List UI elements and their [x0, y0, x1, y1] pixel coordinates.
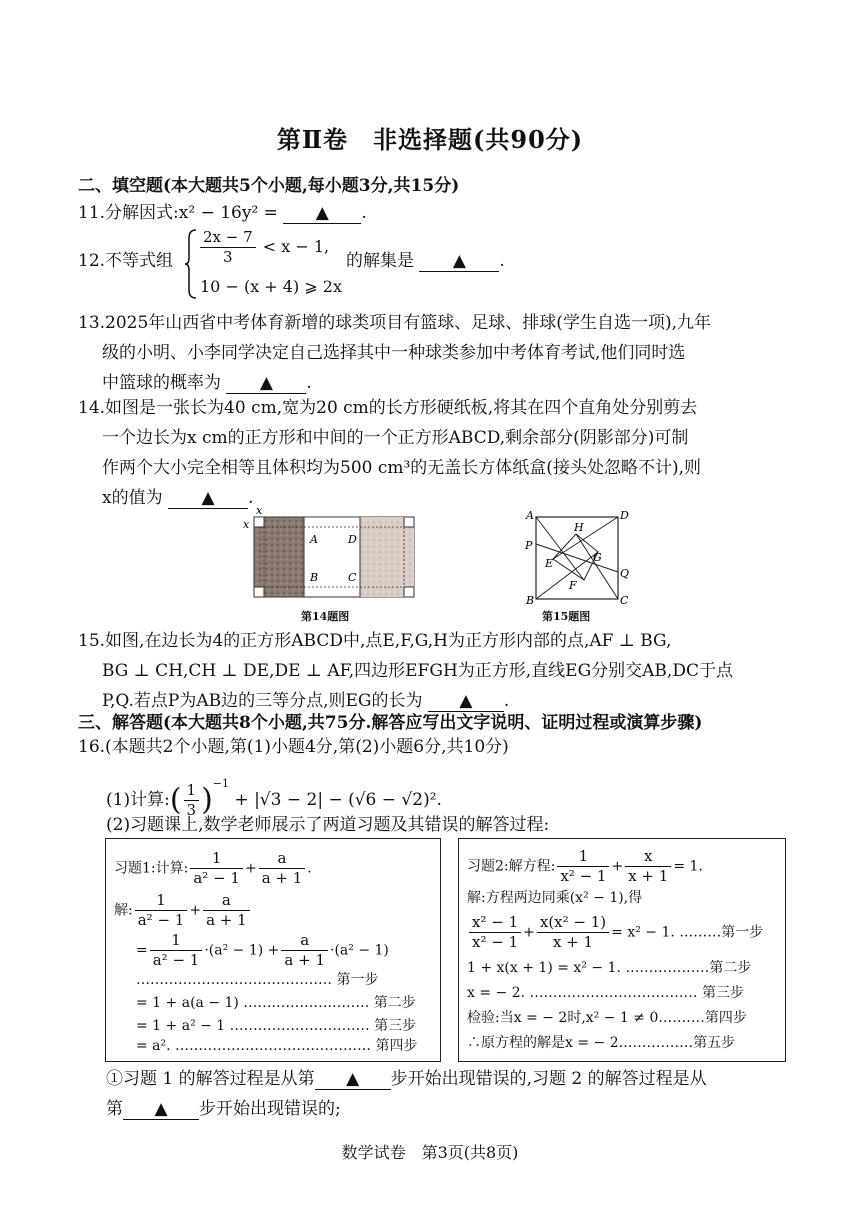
- ex2-f1-num: 1: [557, 847, 609, 867]
- q14-line3: 作两个大小完全相等且体积均为500 cm³的无盖长方体纸盒(接头处忽略不计),则: [102, 458, 701, 478]
- fig15-label-p: P: [525, 539, 533, 552]
- q15-line1: 如图,在边长为4的正方形ABCD中,点E,F,G,H为正方形内部的点,AF ⊥ BG,: [105, 631, 672, 651]
- q16-sub1-c: 第: [106, 1099, 123, 1119]
- q14-end: .: [248, 488, 254, 508]
- exercise-2-box: [458, 838, 786, 1062]
- q11-end: .: [361, 203, 367, 223]
- q12-i1-rest: < x − 1,: [262, 237, 330, 256]
- q16-sub1: [106, 1064, 707, 1124]
- ex1-l2-end: ·(a² − 1): [330, 942, 389, 959]
- fig15-label-f: F: [569, 579, 577, 592]
- fig14-label-d: D: [348, 533, 357, 546]
- ex2-l2-f1-den: x² − 1: [472, 933, 519, 951]
- fig15-label-a: A: [526, 509, 534, 522]
- ex2-l2-f2-num: x(x² − 1): [537, 913, 609, 933]
- ex2-f1-den: x² − 1: [560, 867, 607, 885]
- q12-inequality-2: 10 − (x + 4) ⩾ 2x: [200, 277, 342, 296]
- ex1-title-text: 习题1:计算:: [114, 860, 189, 877]
- ex2-l2-rest: = x² − 1. ………第一步: [611, 924, 764, 941]
- q15-line2: BG ⊥ CH,CH ⊥ DE,DE ⊥ AF,四边形EFGH为正方形,直线EG分别交AB,DC于点: [102, 661, 733, 681]
- ex2-l2-f2-den: x + 1: [552, 933, 594, 951]
- q12-label: [78, 246, 173, 276]
- ex1-l2-mid: ·(a² − 1) +: [204, 942, 280, 959]
- ex2-f2-num: x: [625, 847, 671, 867]
- section-solve-heading: 三、解答题(本大题共8个小题,共75分.解答应写出文字说明、证明过程或演算步骤): [78, 713, 703, 733]
- ex1-step1: …………………………………… 第一步: [136, 972, 379, 988]
- ex2-step1-line: [467, 913, 763, 952]
- ex1-step4: = a². …………………………………… 第四步: [136, 1038, 418, 1054]
- ex1-s-f2-den: a + 1: [206, 911, 247, 929]
- fig15-label-e: E: [545, 557, 554, 570]
- q16-p1-lead: (1)计算:: [106, 790, 170, 810]
- ex1-step3: = 1 + a² − 1 ………………………… 第三步: [136, 1018, 417, 1034]
- q16-p1-rest: + |√3 − 2| − (√6 − √2)².: [234, 790, 442, 810]
- ex1-sol-line1: [114, 891, 252, 930]
- fig15-label-q: Q: [620, 567, 630, 580]
- question-13: [78, 308, 803, 398]
- ex2-l2-plus: +: [523, 924, 535, 941]
- ex1-s-plus: +: [189, 902, 202, 919]
- fig15-label-d: D: [620, 509, 629, 522]
- q12-number: 12.: [78, 251, 106, 271]
- q16-part1: (1)计算:( $\frac{1}{3}$ )$^{-1}$ + |√3 − 2| − (√6 − √2)².: [106, 777, 442, 819]
- fig15-label-g: G: [593, 551, 602, 564]
- q16-p1-frac-num: 1: [184, 781, 200, 801]
- q14-line1: 如图是一张长为40 cm,宽为20 cm的长方形硬纸板,将其在四个直角处分别剪去: [105, 398, 698, 418]
- q12-i1-numerator: 2x − 7: [200, 228, 256, 248]
- q12-inequality-1: [198, 228, 329, 267]
- q13-end: .: [306, 373, 312, 393]
- q12-i1-denominator: 3: [223, 248, 233, 266]
- q16-p1-frac-den: 3: [186, 801, 197, 819]
- q16-p1-exponent: −1: [212, 777, 230, 790]
- ex2-eq: = 1.: [673, 858, 703, 875]
- ex2-plus: +: [611, 858, 624, 875]
- q16-part2-lead: (2)习题课上,数学老师展示了两道习题及其错误的解答过程:: [106, 815, 550, 835]
- ex2-f2-den: x + 1: [628, 867, 669, 885]
- q14-line4: x的值为: [102, 488, 163, 508]
- q16-sub1-blank2[interactable]: ▲: [123, 1099, 199, 1120]
- fig15-label-c: C: [620, 594, 629, 605]
- question-15: [78, 626, 803, 716]
- q12-lead: 不等式组: [105, 251, 174, 271]
- ex2-title-text: 习题2:解方程:: [467, 858, 556, 875]
- q13-line1: 2025年山西省中考体育新增的球类项目有篮球、足球、排球(学生自选一项),九年: [105, 313, 711, 333]
- ex1-l2-f1-num: 1: [150, 931, 203, 951]
- ex1-s-f1-num: 1: [135, 891, 188, 911]
- section-fill-in-heading: 二、填空题(本大题共5个小题,每小题3分,共15分): [78, 176, 460, 196]
- fig14-label-b: B: [310, 571, 319, 584]
- exercise-1-box: [105, 838, 441, 1062]
- ex2-l2-f1-num: x² − 1: [469, 913, 521, 933]
- ex2-title: [467, 847, 703, 886]
- fig14-label-c: C: [348, 571, 357, 584]
- q16-number: 16.: [78, 737, 106, 757]
- q13-line3: 中篮球的概率为: [102, 373, 221, 393]
- figure-14: [240, 507, 420, 603]
- ex1-t-f1-den: a² − 1: [193, 869, 240, 887]
- question-16-header: [78, 732, 509, 762]
- q16-sub1-a: ①习题 1 的解答过程是从第: [106, 1069, 315, 1089]
- q11-text: 分解因式:x² − 16y² =: [105, 203, 278, 223]
- q16-sub1-d: 步开始出现错误的;: [199, 1099, 341, 1119]
- ex1-t-plus: +: [244, 860, 257, 877]
- q15-end: .: [503, 691, 510, 711]
- q13-number: 13.: [78, 313, 106, 333]
- q16-sub1-b: 步开始出现错误的,习题 2 的解答过程是从: [390, 1069, 707, 1089]
- q14-number: 14.: [78, 398, 106, 418]
- q12-brace-icon: [184, 228, 198, 300]
- ex1-step2: = 1 + a(a − 1) ……………………… 第二步: [136, 995, 416, 1011]
- fig15-label-b: B: [526, 594, 535, 605]
- q12-end: .: [499, 251, 505, 271]
- ex1-l2-eq: =: [136, 942, 148, 959]
- ex2-step4: 检验:当x = − 2时,x² − 1 ≠ 0.………第四步: [467, 1010, 747, 1026]
- ex1-t-f2-num: a: [259, 849, 306, 869]
- q14-answer-blank[interactable]: ▲: [168, 488, 248, 509]
- q13-line2: 级的小明、小李同学决定自己选择其中一种球类参加中考体育考试,他们同时选: [102, 343, 686, 363]
- question-11: [78, 198, 367, 228]
- q12-tail: [346, 246, 505, 276]
- ex1-sol-line2: [136, 931, 389, 970]
- figure-15: [516, 507, 636, 605]
- ex2-step3: x = − 2. ……………………………… 第三步: [467, 985, 744, 1001]
- page-title: 第Ⅱ卷 非选择题(共90分): [276, 125, 584, 154]
- ex1-l2-f1-den: a² − 1: [152, 951, 200, 969]
- question-14: [78, 393, 803, 513]
- ex2-step5: ∴原方程的解是x = − 2.……………第五步: [467, 1035, 736, 1051]
- ex1-s-f2-num: a: [203, 891, 250, 911]
- q15-number: 15.: [78, 631, 106, 651]
- q11-number: 11.: [78, 203, 106, 223]
- page-footer: 数学试卷 第3页(共8页): [341, 1143, 519, 1162]
- q12-tail-text: 的解集是: [346, 251, 414, 271]
- ex1-t-end: .: [307, 860, 312, 877]
- ex1-sol-label: 解:: [114, 902, 133, 919]
- q14-line2: 一个边长为x cm的正方形和中间的一个正方形ABCD,剩余部分(阴影部分)可制: [102, 428, 689, 448]
- q16-sub1-blank1[interactable]: ▲: [315, 1069, 391, 1090]
- fig15-caption: 第15题图: [542, 610, 591, 623]
- ex1-t-f2-den: a + 1: [261, 869, 303, 887]
- q13-answer-blank[interactable]: ▲: [226, 373, 306, 394]
- q12-answer-blank[interactable]: ▲: [419, 251, 499, 272]
- ex1-l2-f2-den: a + 1: [284, 951, 325, 969]
- ex1-t-f1-num: 1: [190, 849, 243, 869]
- ex2-line1: 解:方程两边同乘(x² − 1),得: [467, 890, 643, 906]
- q15-line3: P,Q.若点P为AB边的三等分点,则EG的长为: [102, 691, 423, 711]
- ex1-l2-f2-num: a: [281, 931, 328, 951]
- fig14-label-x-top: x: [256, 507, 263, 517]
- ex2-step2: 1 + x(x + 1) = x² − 1. ………………第二步: [467, 960, 752, 976]
- ex1-title: [114, 849, 312, 888]
- fig14-label-x: x: [243, 518, 250, 531]
- ex1-s-f1-den: a² − 1: [137, 911, 185, 929]
- q11-answer-blank[interactable]: ▲: [283, 203, 361, 224]
- q16-header-text: (本题共2个小题,第(1)小题4分,第(2)小题6分,共10分): [105, 737, 509, 757]
- q15-answer-blank[interactable]: ▲: [428, 691, 504, 712]
- fig14-caption: 第14题图: [301, 610, 350, 623]
- fig15-label-h: H: [574, 521, 584, 534]
- fig14-label-a: A: [310, 533, 318, 546]
